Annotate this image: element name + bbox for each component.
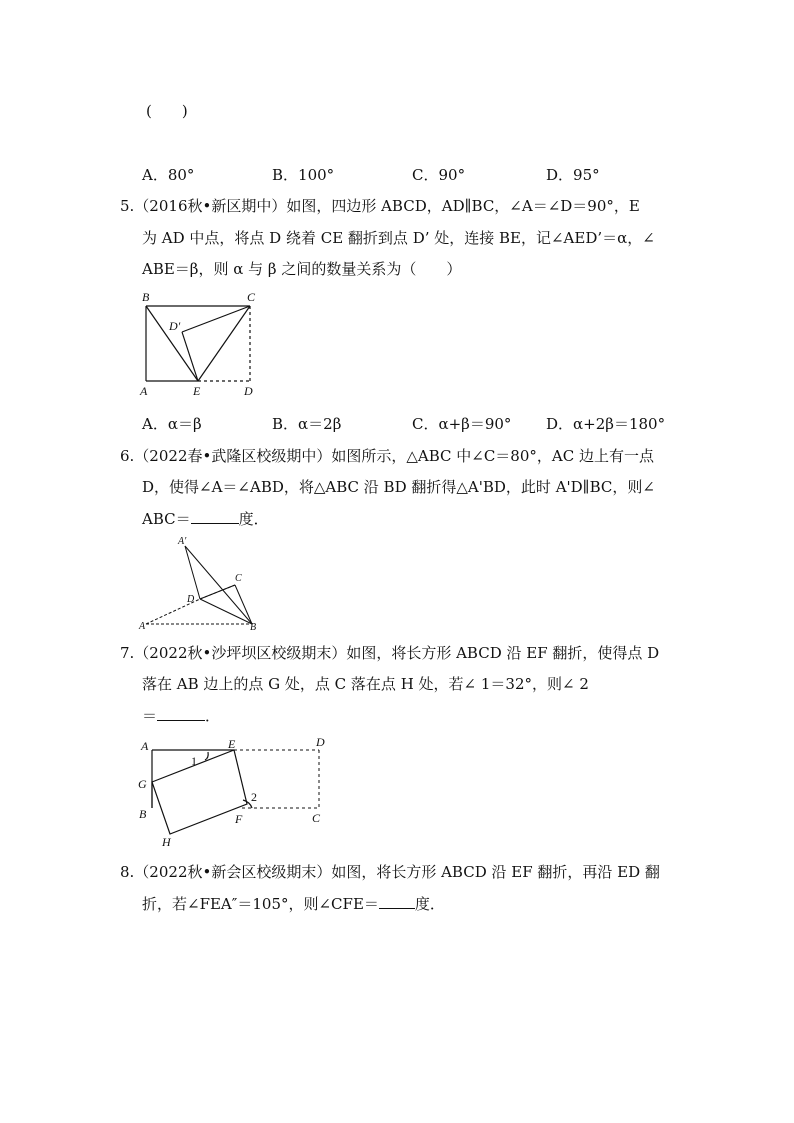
q7-label-h: H — [162, 835, 171, 849]
q4-option-a: A．80° — [142, 166, 195, 184]
q7-label-a: A — [141, 739, 149, 753]
q5-line-3: ABE＝β，则 α 与 β 之间的数量关系为（ ） — [142, 260, 462, 278]
q7-label-f: F — [235, 812, 243, 826]
q7-angle-1: 1 — [191, 754, 197, 768]
q5-label-c: C — [247, 290, 256, 304]
q7-label-e: E — [228, 737, 236, 751]
q4-answer-bracket: ( ) — [146, 102, 188, 120]
q6-label-aprime: A′ — [178, 536, 187, 547]
q4-option-b: B．100° — [272, 166, 335, 184]
q4-options — [142, 165, 702, 185]
q5-label-a: A — [140, 384, 148, 398]
q7-line-1: 7.（2022秋•沙坪坝区校级期末）如图，将长方形 ABCD 沿 EF 翻折，使得点 D — [120, 644, 660, 662]
q7-label-c: C — [312, 811, 321, 825]
q5-label-dprime: D′ — [169, 319, 181, 333]
q6-label-b: B — [250, 622, 257, 633]
q6-line-3 — [142, 508, 269, 529]
q8-answer-blank[interactable] — [379, 893, 415, 909]
q5-label-b: B — [142, 290, 150, 304]
q7-line-3-text: ＝ — [142, 707, 158, 725]
q8-line-2 — [142, 893, 445, 914]
q7-label-g: G — [138, 777, 147, 791]
q4-option-d: D．95° — [546, 166, 600, 184]
q5-options — [142, 414, 702, 434]
q7-angle-2: 2 — [251, 790, 257, 804]
q5-line-1: 5.（2016秋•新区期中）如图，四边形 ABCD，AD∥BC，∠A＝∠D＝90°，E — [120, 197, 640, 215]
q5-label-e: E — [193, 384, 201, 398]
q6-line-3-unit: 度． — [238, 510, 269, 528]
q5-figure — [138, 288, 278, 403]
q8-line-2-unit: 度． — [414, 895, 445, 913]
q7-line-2: 落在 AB 边上的点 G 处，点 C 落在点 H 处，若∠ 1＝32°，则∠ 2 — [142, 675, 589, 693]
q5-option-a: A．α＝β — [142, 415, 202, 433]
q6-answer-blank[interactable] — [191, 508, 239, 524]
q6-figure — [136, 534, 276, 634]
q7-line-3-end: ． — [205, 707, 221, 725]
q7-label-b: B — [139, 807, 147, 821]
q6-label-d: D — [187, 594, 195, 605]
q6-label-a: A — [139, 621, 146, 632]
q5-option-d: D．α+2β＝180° — [546, 415, 666, 433]
q5-option-c: C．α+β＝90° — [412, 415, 512, 433]
q6-line-1: 6.（2022春•武隆区校级期中）如图所示，△ABC 中∠C＝80°，AC 边上有一点 — [120, 447, 654, 465]
q5-label-d: D — [244, 384, 253, 398]
q6-line-3-text: ABC＝ — [142, 510, 191, 528]
q6-label-c: C — [235, 573, 242, 584]
q8-line-1: 8.（2022秋•新会区校级期末）如图，将长方形 ABCD 沿 EF 翻折，再沿 ED 翻 — [120, 863, 660, 881]
q7-label-d: D — [316, 735, 325, 749]
q7-line-3 — [142, 705, 220, 726]
q6-line-2: D，使得∠A＝∠ABD，将△ABC 沿 BD 翻折得△A'BD，此时 A'D∥BC，则∠ — [142, 478, 655, 496]
q8-line-2-text: 折，若∠FEA″＝105°，则∠CFE＝ — [142, 895, 379, 913]
q4-option-c: C．90° — [412, 166, 466, 184]
q5-line-2: 为 AD 中点，将点 D 绕着 CE 翻折到点 D’ 处，连接 BE，记∠AED’＝α，∠ — [142, 229, 655, 247]
q5-option-b: B．α＝2β — [272, 415, 342, 433]
q7-figure — [134, 734, 344, 854]
q7-answer-blank[interactable] — [157, 705, 205, 721]
